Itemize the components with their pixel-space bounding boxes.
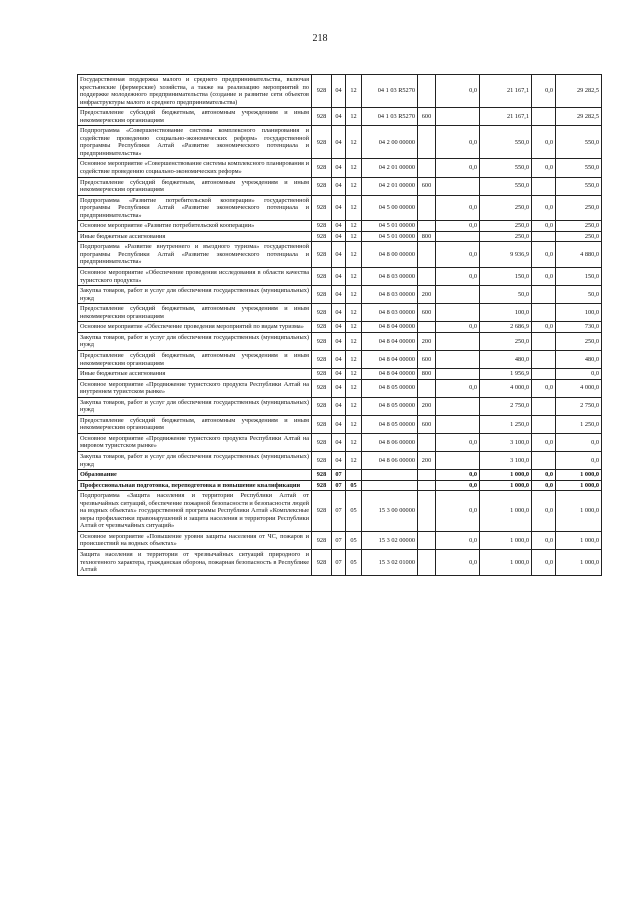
table-row xyxy=(78,322,602,333)
cell-admin-code: 928 xyxy=(312,231,332,242)
cell-expense-type: 800 xyxy=(418,231,436,242)
cell-amount-3 xyxy=(532,177,556,195)
table-row xyxy=(78,177,602,195)
cell-admin-code: 928 xyxy=(312,332,332,350)
cell-admin-code: 928 xyxy=(312,379,332,397)
cell-amount-1: 0,0 xyxy=(436,480,480,491)
table-row xyxy=(78,491,602,532)
cell-amount-4: 250,0 xyxy=(556,195,602,221)
cell-name: Предоставление субсидий бюджетным, автономным учреждениям и иным некоммерческим организациям xyxy=(78,304,312,322)
cell-target-article: 04 8 04 00000 xyxy=(362,369,418,380)
cell-target-article: 04 2 01 00000 xyxy=(362,159,418,177)
cell-amount-2: 550,0 xyxy=(480,126,532,159)
table-row xyxy=(78,433,602,451)
table-row xyxy=(78,350,602,368)
cell-target-article: 04 8 05 00000 xyxy=(362,397,418,415)
cell-subsection: 12 xyxy=(346,195,362,221)
cell-expense-type xyxy=(418,322,436,333)
cell-admin-code: 928 xyxy=(312,304,332,322)
cell-amount-2: 150,0 xyxy=(480,268,532,286)
cell-name: Основное мероприятие «Продвижение туристского продукта Республики Алтай на внутреннем туристском рынке» xyxy=(78,379,312,397)
cell-amount-1: 0,0 xyxy=(436,491,480,532)
cell-name: Закупка товаров, работ и услуг для обеспечения государственных (муниципальных) нужд xyxy=(78,451,312,469)
cell-subsection: 12 xyxy=(346,159,362,177)
cell-amount-2: 3 100,0 xyxy=(480,451,532,469)
cell-name: Основное мероприятие «Развитие потребительской кооперации» xyxy=(78,221,312,232)
cell-admin-code: 928 xyxy=(312,126,332,159)
cell-amount-3: 0,0 xyxy=(532,470,556,481)
cell-target-article: 04 1 03 R5270 xyxy=(362,108,418,126)
cell-section: 04 xyxy=(332,397,346,415)
cell-subsection: 05 xyxy=(346,480,362,491)
cell-name: Подпрограмма «Развитие внутреннего и въездного туризма» государственной программы Республики Алтай «Развитие экономического потенциала и предпринимательства» xyxy=(78,242,312,268)
cell-section: 04 xyxy=(332,369,346,380)
cell-expense-type: 600 xyxy=(418,108,436,126)
cell-admin-code: 928 xyxy=(312,221,332,232)
cell-name: Закупка товаров, работ и услуг для обеспечения государственных (муниципальных) нужд xyxy=(78,397,312,415)
cell-amount-2: 21 167,1 xyxy=(480,75,532,108)
cell-name: Иные бюджетные ассигнования xyxy=(78,231,312,242)
cell-expense-type xyxy=(418,491,436,532)
cell-amount-3: 0,0 xyxy=(532,549,556,575)
cell-name: Подпрограмма «Развитие потребительской кооперации» государственной программы Республики Алтай «Развитие экономического потенциала и предпринимательства» xyxy=(78,195,312,221)
cell-subsection: 12 xyxy=(346,322,362,333)
cell-name: Основное мероприятие «Совершенствование системы комплексного планирования и содействие проведению социально-экономических реформ» xyxy=(78,159,312,177)
cell-amount-3: 0,0 xyxy=(532,221,556,232)
cell-name: Закупка товаров, работ и услуг для обеспечения государственных (муниципальных) нужд xyxy=(78,286,312,304)
cell-subsection: 12 xyxy=(346,415,362,433)
cell-expense-type: 200 xyxy=(418,286,436,304)
cell-amount-4: 550,0 xyxy=(556,159,602,177)
cell-amount-3 xyxy=(532,304,556,322)
cell-section: 07 xyxy=(332,480,346,491)
cell-section: 04 xyxy=(332,221,346,232)
cell-target-article: 15 3 02 01000 xyxy=(362,549,418,575)
cell-name: Основное мероприятие «Обеспечение проведения исследования в области качества туристского продукта» xyxy=(78,268,312,286)
cell-target-article: 04 8 04 00000 xyxy=(362,322,418,333)
cell-expense-type: 600 xyxy=(418,177,436,195)
cell-expense-type: 600 xyxy=(418,350,436,368)
budget-table xyxy=(77,74,602,576)
cell-subsection: 12 xyxy=(346,108,362,126)
cell-subsection: 12 xyxy=(346,177,362,195)
table-row xyxy=(78,549,602,575)
cell-expense-type: 200 xyxy=(418,397,436,415)
cell-amount-3 xyxy=(532,369,556,380)
cell-section: 04 xyxy=(332,322,346,333)
cell-subsection: 12 xyxy=(346,75,362,108)
cell-section: 04 xyxy=(332,415,346,433)
cell-amount-3 xyxy=(532,451,556,469)
cell-subsection: 12 xyxy=(346,231,362,242)
table-row xyxy=(78,195,602,221)
cell-amount-1 xyxy=(436,451,480,469)
cell-section: 04 xyxy=(332,126,346,159)
cell-name: Основное мероприятие «Продвижение туристского продукта Республики Алтай на мировом туристском рынке» xyxy=(78,433,312,451)
table-row xyxy=(78,451,602,469)
cell-admin-code: 928 xyxy=(312,195,332,221)
cell-amount-4: 1 000,0 xyxy=(556,470,602,481)
cell-expense-type xyxy=(418,531,436,549)
cell-amount-1 xyxy=(436,286,480,304)
cell-name: Предоставление субсидий бюджетным, автономным учреждениям и иным некоммерческим организациям xyxy=(78,177,312,195)
cell-amount-4: 250,0 xyxy=(556,221,602,232)
table-row xyxy=(78,108,602,126)
cell-section: 07 xyxy=(332,491,346,532)
cell-amount-2: 21 167,1 xyxy=(480,108,532,126)
cell-section: 04 xyxy=(332,108,346,126)
cell-amount-3: 0,0 xyxy=(532,322,556,333)
cell-subsection: 12 xyxy=(346,350,362,368)
cell-amount-1: 0,0 xyxy=(436,126,480,159)
cell-amount-1 xyxy=(436,177,480,195)
cell-section: 04 xyxy=(332,332,346,350)
cell-expense-type xyxy=(418,549,436,575)
cell-name: Защита населения и территории от чрезвычайных ситуаций природного и техногенного характера, гражданская оборона, пожарная безопасность в Республике Алтай xyxy=(78,549,312,575)
cell-section: 07 xyxy=(332,470,346,481)
cell-name: Профессиональная подготовка, переподготовка и повышение квалификации xyxy=(78,480,312,491)
cell-section: 04 xyxy=(332,379,346,397)
cell-subsection: 12 xyxy=(346,126,362,159)
cell-amount-2: 1 956,9 xyxy=(480,369,532,380)
cell-amount-4: 29 282,5 xyxy=(556,75,602,108)
table-row xyxy=(78,286,602,304)
cell-amount-1 xyxy=(436,231,480,242)
cell-amount-2: 550,0 xyxy=(480,177,532,195)
cell-name: Предоставление субсидий бюджетным, автономным учреждениям и иным некоммерческим организациям xyxy=(78,415,312,433)
cell-amount-4: 0,0 xyxy=(556,433,602,451)
cell-target-article: 04 8 05 00000 xyxy=(362,379,418,397)
cell-amount-2: 1 000,0 xyxy=(480,470,532,481)
cell-amount-4: 550,0 xyxy=(556,177,602,195)
cell-amount-4: 250,0 xyxy=(556,332,602,350)
cell-expense-type xyxy=(418,433,436,451)
cell-amount-4: 1 000,0 xyxy=(556,531,602,549)
cell-amount-2: 250,0 xyxy=(480,221,532,232)
cell-subsection: 05 xyxy=(346,491,362,532)
cell-amount-3 xyxy=(532,286,556,304)
cell-amount-2: 250,0 xyxy=(480,231,532,242)
cell-amount-1: 0,0 xyxy=(436,75,480,108)
cell-section: 04 xyxy=(332,75,346,108)
cell-amount-2: 50,0 xyxy=(480,286,532,304)
cell-amount-1: 0,0 xyxy=(436,195,480,221)
cell-target-article: 15 3 00 00000 xyxy=(362,491,418,532)
table-row xyxy=(78,397,602,415)
cell-amount-3: 0,0 xyxy=(532,480,556,491)
cell-section: 04 xyxy=(332,350,346,368)
cell-name: Подпрограмма «Защита населения и территории Республики Алтай от чрезвычайных ситуаций, обеспечение пожарной безопасности и безопасности людей на водных объектах» государственной программы Республики Алтай «Комплексные меры профилактики правонарушений и защита населения и территории Республики Алтай от чрезвычайных ситуаций» xyxy=(78,491,312,532)
cell-amount-1: 0,0 xyxy=(436,221,480,232)
cell-subsection: 12 xyxy=(346,221,362,232)
cell-amount-2: 2 686,9 xyxy=(480,322,532,333)
table-row xyxy=(78,242,602,268)
cell-amount-1 xyxy=(436,350,480,368)
cell-section: 04 xyxy=(332,177,346,195)
cell-section: 07 xyxy=(332,531,346,549)
cell-admin-code: 928 xyxy=(312,75,332,108)
cell-admin-code: 928 xyxy=(312,397,332,415)
cell-section: 04 xyxy=(332,433,346,451)
table-row xyxy=(78,480,602,491)
table-row xyxy=(78,415,602,433)
cell-subsection: 12 xyxy=(346,268,362,286)
cell-amount-3 xyxy=(532,332,556,350)
cell-amount-3 xyxy=(532,231,556,242)
cell-amount-4: 4 880,0 xyxy=(556,242,602,268)
cell-expense-type xyxy=(418,221,436,232)
cell-amount-3: 0,0 xyxy=(532,491,556,532)
cell-amount-2: 250,0 xyxy=(480,332,532,350)
cell-expense-type xyxy=(418,242,436,268)
cell-name: Закупка товаров, работ и услуг для обеспечения государственных (муниципальных) нужд xyxy=(78,332,312,350)
page-number: 218 xyxy=(312,33,328,44)
cell-subsection: 12 xyxy=(346,451,362,469)
table-row xyxy=(78,159,602,177)
cell-amount-3: 0,0 xyxy=(532,379,556,397)
table-row xyxy=(78,379,602,397)
table-row xyxy=(78,369,602,380)
cell-section: 04 xyxy=(332,268,346,286)
cell-amount-2: 1 000,0 xyxy=(480,491,532,532)
cell-amount-3: 0,0 xyxy=(532,126,556,159)
cell-section: 04 xyxy=(332,242,346,268)
cell-subsection: 12 xyxy=(346,242,362,268)
cell-subsection: 12 xyxy=(346,433,362,451)
cell-admin-code: 928 xyxy=(312,350,332,368)
cell-amount-2: 4 000,0 xyxy=(480,379,532,397)
cell-admin-code: 928 xyxy=(312,480,332,491)
table-row xyxy=(78,531,602,549)
cell-amount-2: 480,0 xyxy=(480,350,532,368)
cell-section: 04 xyxy=(332,159,346,177)
cell-admin-code: 928 xyxy=(312,108,332,126)
cell-admin-code: 928 xyxy=(312,549,332,575)
cell-amount-2: 250,0 xyxy=(480,195,532,221)
cell-amount-3: 0,0 xyxy=(532,195,556,221)
cell-target-article: 04 2 01 00000 xyxy=(362,177,418,195)
cell-amount-2: 9 936,9 xyxy=(480,242,532,268)
cell-subsection: 12 xyxy=(346,397,362,415)
cell-expense-type xyxy=(418,379,436,397)
cell-amount-4: 100,0 xyxy=(556,304,602,322)
cell-admin-code: 928 xyxy=(312,470,332,481)
cell-target-article: 04 8 03 00000 xyxy=(362,286,418,304)
cell-name: Предоставление субсидий бюджетным, автономным учреждениям и иным некоммерческим организациям xyxy=(78,350,312,368)
cell-section: 04 xyxy=(332,195,346,221)
cell-amount-1: 0,0 xyxy=(436,531,480,549)
cell-expense-type: 600 xyxy=(418,304,436,322)
cell-admin-code: 928 xyxy=(312,369,332,380)
cell-admin-code: 928 xyxy=(312,451,332,469)
cell-subsection: 12 xyxy=(346,286,362,304)
cell-admin-code: 928 xyxy=(312,268,332,286)
cell-target-article: 04 8 06 00000 xyxy=(362,433,418,451)
cell-amount-4: 0,0 xyxy=(556,369,602,380)
table-row xyxy=(78,221,602,232)
cell-admin-code: 928 xyxy=(312,242,332,268)
cell-target-article xyxy=(362,470,418,481)
cell-section: 04 xyxy=(332,286,346,304)
cell-amount-4: 29 282,5 xyxy=(556,108,602,126)
cell-amount-4: 150,0 xyxy=(556,268,602,286)
cell-subsection: 05 xyxy=(346,531,362,549)
cell-amount-2: 2 750,0 xyxy=(480,397,532,415)
cell-amount-4: 250,0 xyxy=(556,231,602,242)
cell-name: Предоставление субсидий бюджетным, автономным учреждениям и иным некоммерческим организациям xyxy=(78,108,312,126)
cell-amount-1: 0,0 xyxy=(436,379,480,397)
table-row xyxy=(78,126,602,159)
cell-amount-2: 100,0 xyxy=(480,304,532,322)
cell-target-article: 04 8 04 00000 xyxy=(362,332,418,350)
cell-section: 07 xyxy=(332,549,346,575)
cell-admin-code: 928 xyxy=(312,177,332,195)
cell-amount-2: 550,0 xyxy=(480,159,532,177)
cell-subsection: 12 xyxy=(346,369,362,380)
cell-expense-type xyxy=(418,470,436,481)
cell-target-article xyxy=(362,480,418,491)
cell-amount-3: 0,0 xyxy=(532,159,556,177)
table-row xyxy=(78,268,602,286)
cell-section: 04 xyxy=(332,231,346,242)
cell-amount-1 xyxy=(436,108,480,126)
cell-admin-code: 928 xyxy=(312,415,332,433)
cell-expense-type xyxy=(418,480,436,491)
cell-amount-1: 0,0 xyxy=(436,242,480,268)
cell-amount-1: 0,0 xyxy=(436,549,480,575)
cell-subsection xyxy=(346,470,362,481)
cell-subsection: 12 xyxy=(346,304,362,322)
cell-amount-1: 0,0 xyxy=(436,470,480,481)
cell-admin-code: 928 xyxy=(312,531,332,549)
cell-amount-4: 550,0 xyxy=(556,126,602,159)
cell-amount-1 xyxy=(436,332,480,350)
table-row xyxy=(78,75,602,108)
cell-expense-type: 200 xyxy=(418,451,436,469)
cell-amount-1: 0,0 xyxy=(436,268,480,286)
cell-amount-2: 1 250,0 xyxy=(480,415,532,433)
cell-amount-3 xyxy=(532,350,556,368)
cell-expense-type: 800 xyxy=(418,369,436,380)
cell-section: 04 xyxy=(332,451,346,469)
cell-amount-4: 2 750,0 xyxy=(556,397,602,415)
cell-amount-3: 0,0 xyxy=(532,268,556,286)
budget-table-container xyxy=(77,74,601,576)
cell-amount-2: 1 000,0 xyxy=(480,480,532,491)
cell-amount-3 xyxy=(532,108,556,126)
cell-admin-code: 928 xyxy=(312,491,332,532)
cell-expense-type xyxy=(418,195,436,221)
cell-name: Основное мероприятие «Обеспечение проведения мероприятий по видам туризма» xyxy=(78,322,312,333)
cell-expense-type xyxy=(418,159,436,177)
cell-amount-3: 0,0 xyxy=(532,531,556,549)
cell-target-article: 04 8 03 00000 xyxy=(362,304,418,322)
table-row xyxy=(78,332,602,350)
cell-amount-4: 50,0 xyxy=(556,286,602,304)
cell-target-article: 04 5 01 00000 xyxy=(362,221,418,232)
cell-expense-type xyxy=(418,126,436,159)
cell-amount-1 xyxy=(436,304,480,322)
cell-amount-1: 0,0 xyxy=(436,159,480,177)
cell-amount-3: 0,0 xyxy=(532,242,556,268)
cell-amount-1 xyxy=(436,397,480,415)
cell-amount-1 xyxy=(436,369,480,380)
cell-amount-1 xyxy=(436,415,480,433)
cell-name: Образование xyxy=(78,470,312,481)
cell-expense-type: 600 xyxy=(418,415,436,433)
cell-amount-4: 1 000,0 xyxy=(556,480,602,491)
cell-expense-type xyxy=(418,268,436,286)
cell-amount-3: 0,0 xyxy=(532,75,556,108)
cell-target-article: 04 8 00 00000 xyxy=(362,242,418,268)
cell-amount-4: 1 250,0 xyxy=(556,415,602,433)
cell-amount-2: 1 000,0 xyxy=(480,531,532,549)
cell-expense-type: 200 xyxy=(418,332,436,350)
cell-target-article: 04 8 04 00000 xyxy=(362,350,418,368)
cell-target-article: 04 8 05 00000 xyxy=(362,415,418,433)
cell-amount-4: 730,0 xyxy=(556,322,602,333)
table-row xyxy=(78,304,602,322)
cell-name: Государственная поддержка малого и среднего предпринимательства, включая крестьянские (фермерские) хозяйства, а также на реализацию мероприятий по поддержке молодежного предпринимательства (создание и развитие сети объектов инфраструктуры малого и среднего предпринимательства) xyxy=(78,75,312,108)
cell-admin-code: 928 xyxy=(312,159,332,177)
cell-target-article: 15 3 02 00000 xyxy=(362,531,418,549)
cell-amount-3 xyxy=(532,397,556,415)
table-row xyxy=(78,231,602,242)
cell-name: Подпрограмма «Совершенствование системы комплексного планирования и содействие проведению социально-экономических реформ» государственной программы Республики Алтай «Развитие экономического потенциала и предпринимательства» xyxy=(78,126,312,159)
cell-amount-4: 0,0 xyxy=(556,451,602,469)
cell-expense-type xyxy=(418,75,436,108)
cell-admin-code: 928 xyxy=(312,286,332,304)
cell-subsection: 12 xyxy=(346,332,362,350)
cell-amount-3 xyxy=(532,415,556,433)
budget-table-body xyxy=(78,75,602,576)
cell-target-article: 04 8 03 00000 xyxy=(362,268,418,286)
cell-amount-3: 0,0 xyxy=(532,433,556,451)
cell-amount-2: 1 000,0 xyxy=(480,549,532,575)
cell-amount-4: 480,0 xyxy=(556,350,602,368)
cell-subsection: 05 xyxy=(346,549,362,575)
cell-admin-code: 928 xyxy=(312,322,332,333)
table-row xyxy=(78,470,602,481)
cell-admin-code: 928 xyxy=(312,433,332,451)
cell-target-article: 04 1 03 R5270 xyxy=(362,75,418,108)
cell-name: Иные бюджетные ассигнования xyxy=(78,369,312,380)
cell-subsection: 12 xyxy=(346,379,362,397)
cell-target-article: 04 8 06 00000 xyxy=(362,451,418,469)
cell-amount-1: 0,0 xyxy=(436,322,480,333)
cell-name: Основное мероприятие «Повышение уровня защиты населения от ЧС, пожаров и происшествий на водных объектах» xyxy=(78,531,312,549)
cell-amount-1: 0,0 xyxy=(436,433,480,451)
cell-amount-4: 1 000,0 xyxy=(556,549,602,575)
cell-amount-4: 1 000,0 xyxy=(556,491,602,532)
cell-amount-4: 4 000,0 xyxy=(556,379,602,397)
cell-section: 04 xyxy=(332,304,346,322)
cell-target-article: 04 5 01 00000 xyxy=(362,231,418,242)
cell-target-article: 04 2 00 00000 xyxy=(362,126,418,159)
cell-target-article: 04 5 00 00000 xyxy=(362,195,418,221)
cell-amount-2: 3 100,0 xyxy=(480,433,532,451)
